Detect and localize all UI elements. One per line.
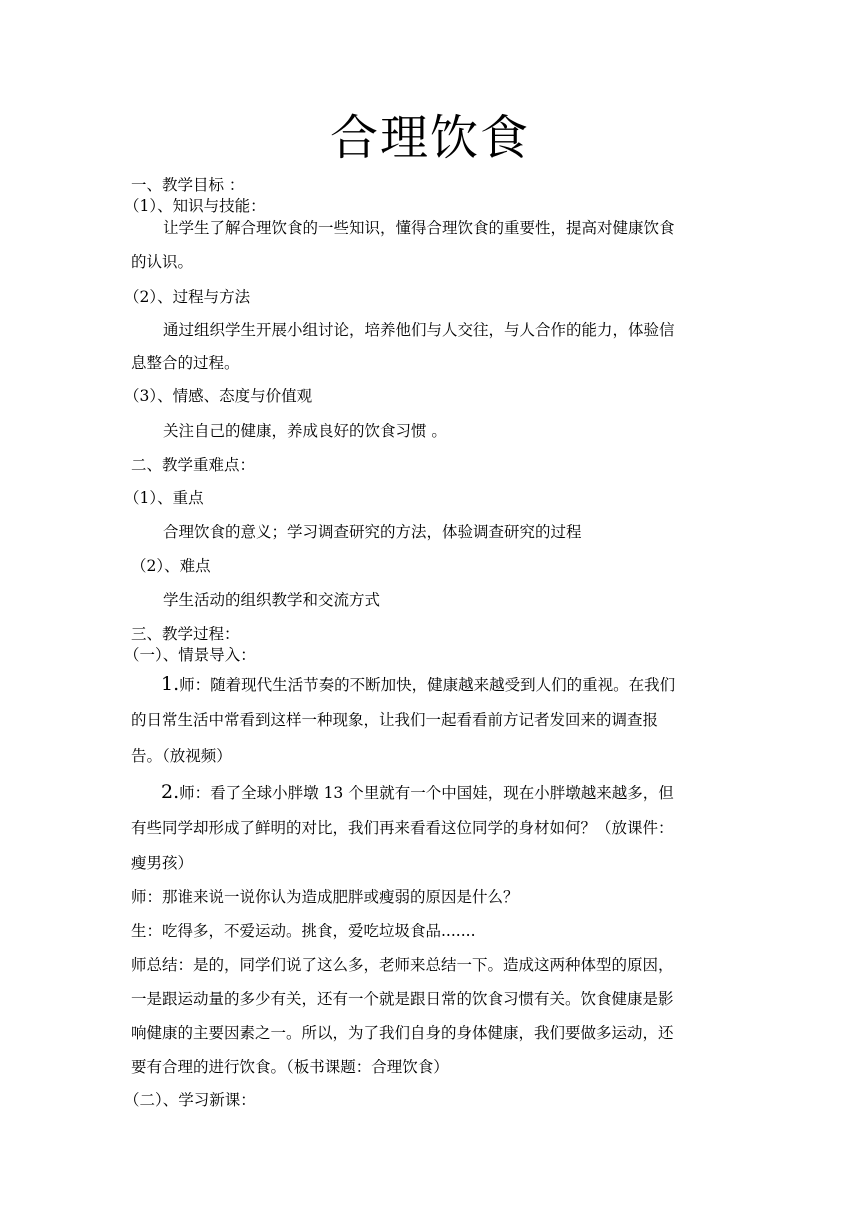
paragraph-line [161, 674, 675, 695]
paragraph-line: 通过组织学生开展小组讨论，培养他们与人交往，与人合作的能力，体验信 [163, 321, 675, 339]
page-title: 合理饮食 [329, 110, 530, 166]
paragraph-line: 合理饮食的意义；学习调查研究的方法，体验调查研究的过程 [163, 523, 582, 541]
subheading-attitude: （3）、情感、态度与价值观 [124, 387, 313, 405]
paragraph-line: 的认识。 [131, 253, 194, 271]
paragraph-line: 一是跟运动量的多少有关，还有一个就是跟日常的饮食习惯有关。饮食健康是影 [131, 990, 674, 1008]
paragraph-text: 师：看了全球小胖墩 13 个里就有一个中国娃，现在小胖墩越来越多，但 [179, 784, 674, 802]
item-number: 1. [161, 673, 180, 695]
subheading-process: （2）、过程与方法 [124, 288, 251, 306]
subheading-key: （1）、重点 [124, 489, 204, 507]
paragraph-line: 师总结：是的，同学们说了这么多，老师来总结一下。造成这两种体型的原因， [131, 956, 674, 974]
paragraph-line: 要有合理的进行饮食。（板书课题：合理饮食） [131, 1058, 449, 1076]
subheading-new-lesson: （二）、学习新课： [124, 1091, 256, 1109]
section-heading-process: 三、教学过程： [131, 625, 240, 643]
paragraph-line: 瘦男孩） [131, 854, 194, 872]
section-heading-goals: 一、教学目标 ： [131, 176, 245, 194]
paragraph-line [161, 782, 674, 803]
paragraph-line: 让学生了解合理饮食的一些知识，懂得合理饮食的重要性，提高对健康饮食 [163, 219, 675, 237]
paragraph-line: 的日常生活中常看到这样一种现象，让我们一起看看前方记者发回来的调查报 [131, 711, 659, 729]
paragraph-line: 有些同学却形成了鲜明的对比，我们再来看看这位同学的身材如何？（放课件： [131, 819, 674, 837]
paragraph-text: 师：随着现代生活节奏的不断加快，健康越来越受到人们的重视。在我们 [179, 676, 676, 694]
paragraph-line: 关注自己的健康，养成良好的饮食习惯 。 [163, 422, 447, 440]
paragraph-line: 师：那谁来说一说你认为造成肥胖或瘦弱的原因是什么？ [131, 888, 519, 906]
paragraph-line: 响健康的主要因素之一。所以，为了我们自身的身体健康，我们要做多运动，还 [131, 1024, 674, 1042]
paragraph-line: 学生活动的组织教学和交流方式 [163, 591, 381, 609]
section-heading-key-points: 二、教学重难点： [131, 456, 256, 474]
paragraph-line: 告。（放视频） [131, 747, 232, 765]
subheading-difficulty: （2）、难点 [131, 557, 211, 575]
subheading-knowledge: （1）、知识与技能： [124, 197, 266, 215]
item-number: 2. [161, 781, 180, 803]
paragraph-line: 息整合的过程。 [131, 354, 240, 372]
subheading-intro: （一）、情景导入： [124, 646, 256, 664]
paragraph-line: 生：吃得多，不爱运动。挑食，爱吃垃圾食品....... [131, 922, 476, 940]
